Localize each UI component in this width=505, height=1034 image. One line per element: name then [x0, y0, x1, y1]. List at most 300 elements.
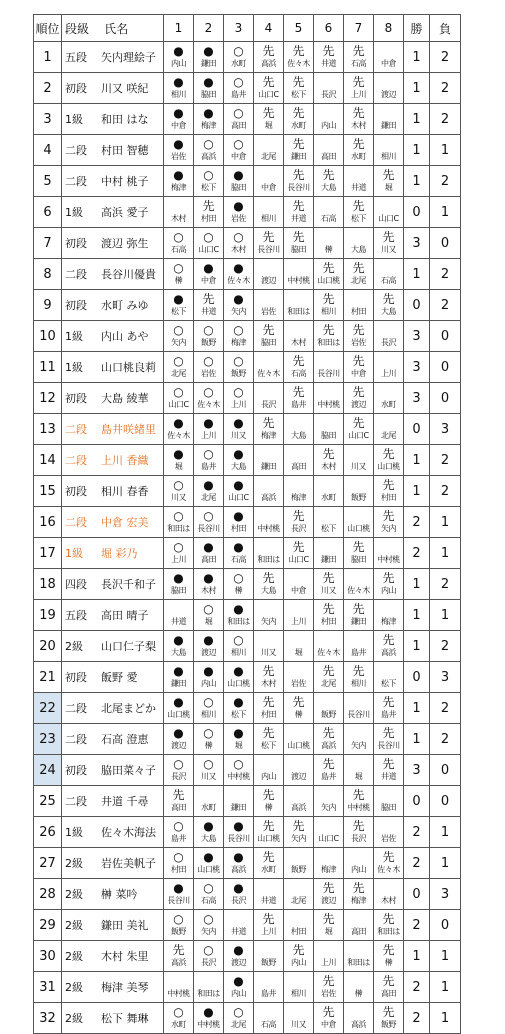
losses-cell: 3: [430, 879, 461, 910]
opponent-name: 渡辺: [171, 741, 186, 750]
result-mark: 先: [322, 726, 335, 740]
rank-cell: 31: [34, 972, 62, 1003]
wins-cell: 0: [404, 662, 430, 693]
round-8-result: [374, 569, 404, 600]
opponent-name: 大島: [231, 462, 246, 471]
round-8-result: [374, 755, 404, 786]
opponent-name: 鎌田: [231, 803, 246, 812]
result-mark: 先: [382, 292, 395, 306]
opponent-name: 川又: [291, 1020, 306, 1029]
result-mark: ○: [203, 881, 214, 895]
opponent-name: 川又: [171, 493, 186, 502]
round-3-result: [224, 817, 254, 848]
round-5-result: [284, 538, 314, 569]
opponent-name: 川又: [231, 431, 246, 440]
opponent-name: 高浜: [201, 152, 216, 161]
result-mark: 先: [352, 323, 365, 337]
round-8-result: [374, 445, 404, 476]
opponent-name: 脇田: [261, 338, 276, 347]
opponent-name: 上川: [291, 617, 306, 626]
result-mark: 先: [322, 1005, 335, 1019]
rank-cell: 29: [34, 910, 62, 941]
opponent-name: 飯野: [381, 1020, 396, 1029]
opponent-name: 山口桃: [287, 741, 310, 750]
result-mark: [254, 200, 283, 213]
opponent-name: 山口桃: [377, 462, 400, 471]
opponent-name: 和田は: [287, 307, 310, 316]
wins-cell: 1: [404, 73, 430, 104]
result-mark: 先: [262, 695, 275, 709]
opponent-name: 脇田: [231, 183, 246, 192]
opponent-name: 渡辺: [201, 648, 216, 657]
round-5-result: [284, 383, 314, 414]
round-1-result: [164, 197, 194, 228]
result-mark: [284, 913, 313, 926]
round-3-result: [224, 972, 254, 1003]
opponent-name: 和田は: [197, 989, 220, 998]
result-mark: 先: [352, 788, 365, 802]
wins-cell: 1: [404, 135, 430, 166]
dan-label: 二段: [65, 733, 87, 746]
result-mark: 先: [322, 664, 335, 678]
opponent-name: 木村: [351, 121, 366, 130]
round-8-result: [374, 383, 404, 414]
result-mark: [284, 789, 313, 802]
opponent-name: 飯野: [171, 927, 186, 936]
opponent-name: 矢内: [261, 617, 276, 626]
round-3-result: [224, 73, 254, 104]
result-mark: [374, 882, 403, 895]
result-mark: [314, 789, 343, 802]
result-mark: [344, 479, 373, 492]
wins-cell: 0: [404, 414, 430, 445]
round-6-result: [314, 352, 344, 383]
opponent-name: 高浜: [231, 865, 246, 874]
round-2-result: [194, 445, 224, 476]
rank-cell: 21: [34, 662, 62, 693]
player-cell: [62, 631, 164, 662]
losses-cell: 1: [430, 817, 461, 848]
result-mark: ●: [233, 602, 244, 616]
opponent-name: 相川: [171, 90, 186, 99]
opponent-name: 島井: [291, 400, 306, 409]
round-2-result: [194, 724, 224, 755]
player-name: 井道 千尋: [101, 795, 149, 808]
opponent-name: 長沢: [381, 338, 396, 347]
dan-label: 2級: [65, 857, 83, 870]
wins-cell: 2: [404, 1003, 430, 1034]
result-mark: 先: [262, 788, 275, 802]
rank-cell: 20: [34, 631, 62, 662]
opponent-name: 脇田: [291, 245, 306, 254]
round-2-result: [194, 569, 224, 600]
round-4-result: [254, 755, 284, 786]
opponent-name: 川又: [351, 462, 366, 471]
result-mark: ●: [173, 416, 184, 430]
round-1-result: [164, 941, 194, 972]
result-mark: ●: [233, 819, 244, 833]
round-4-result: [254, 42, 284, 73]
round-4-result: [254, 972, 284, 1003]
result-mark: [254, 355, 283, 368]
dan-label: 二段: [65, 516, 87, 529]
opponent-name: 脇田: [321, 431, 336, 440]
round-2-result: [194, 352, 224, 383]
result-mark: [314, 820, 343, 833]
round-8-result: [374, 228, 404, 259]
table-row: [34, 538, 461, 569]
round-5-result: [284, 662, 314, 693]
result-mark: 先: [322, 757, 335, 771]
round-2-result: [194, 786, 224, 817]
opponent-name: 村田: [351, 307, 366, 316]
round-1-result: [164, 848, 194, 879]
round-3-result: [224, 166, 254, 197]
wins-cell: 1: [404, 941, 430, 972]
result-mark: [344, 758, 373, 771]
player-name: 岩佐美帆子: [101, 857, 156, 870]
opponent-name: 村田: [381, 493, 396, 502]
opponent-name: 鎌田: [381, 121, 396, 130]
opponent-name: 内山: [291, 958, 306, 967]
result-mark: 先: [262, 106, 275, 120]
result-mark: [374, 200, 403, 213]
opponent-name: 榊: [324, 245, 333, 254]
round-3-result: [224, 569, 254, 600]
player-cell: [62, 352, 164, 383]
round-8-result: [374, 910, 404, 941]
round-6-result: [314, 972, 344, 1003]
round-4-result: [254, 600, 284, 631]
result-mark: ○: [233, 44, 244, 58]
result-mark: ○: [173, 509, 184, 523]
round-7-result: [344, 631, 374, 662]
round-6-result: [314, 569, 344, 600]
result-mark: ●: [173, 44, 184, 58]
player-cell: [62, 941, 164, 972]
result-mark: 先: [322, 447, 335, 461]
result-mark: 先: [322, 323, 335, 337]
result-mark: ○: [203, 230, 214, 244]
result-mark: [284, 572, 313, 585]
player-name: 北尾まどか: [101, 702, 156, 715]
rank-cell: 2: [34, 73, 62, 104]
player-cell: [62, 445, 164, 476]
result-mark: 先: [262, 323, 275, 337]
opponent-name: 長谷川: [227, 834, 250, 843]
round-7-result: [344, 755, 374, 786]
round-3-result: [224, 631, 254, 662]
table-row: [34, 1003, 461, 1034]
opponent-name: 鎌田: [171, 679, 186, 688]
round-8-result: [374, 321, 404, 352]
round-1-result: [164, 569, 194, 600]
opponent-name: 堀: [174, 462, 183, 471]
result-mark: ○: [173, 323, 184, 337]
result-mark: [284, 851, 313, 864]
player-name: 川又 咲紀: [101, 82, 149, 95]
result-mark: ○: [203, 354, 214, 368]
player-name: 和田 はな: [101, 113, 149, 126]
round-5-result: [284, 414, 314, 445]
losses-cell: 0: [430, 755, 461, 786]
round-2-result: [194, 383, 224, 414]
opponent-name: 梅津: [291, 493, 306, 502]
round-7-result: [344, 445, 374, 476]
opponent-name: 水町: [321, 493, 336, 502]
result-mark: ○: [173, 261, 184, 275]
round-1-result: [164, 507, 194, 538]
round-4-result: [254, 662, 284, 693]
round-7-result: [344, 724, 374, 755]
result-mark: [314, 510, 343, 523]
round-4-result: [254, 414, 284, 445]
result-mark: ●: [233, 509, 244, 523]
opponent-name: 榊: [234, 586, 243, 595]
round-3-result: [224, 507, 254, 538]
opponent-name: 木村: [381, 896, 396, 905]
result-mark: 先: [352, 199, 365, 213]
opponent-name: 上川: [381, 369, 396, 378]
wins-cell: 3: [404, 228, 430, 259]
round-5-result: [284, 569, 314, 600]
table-row: [34, 104, 461, 135]
round-1-result: [164, 600, 194, 631]
losses-cell: 3: [430, 662, 461, 693]
opponent-name: 梅津: [171, 183, 186, 192]
round-1-result: [164, 879, 194, 910]
round-5-result: [284, 73, 314, 104]
result-mark: ○: [203, 912, 214, 926]
player-cell: [62, 197, 164, 228]
opponent-name: 和田は: [167, 524, 190, 533]
round-7-result: [344, 910, 374, 941]
round-7-result: [344, 662, 374, 693]
round-3-result: [224, 352, 254, 383]
header-round-3: 3: [224, 15, 254, 42]
losses-cell: 1: [430, 197, 461, 228]
losses-cell: 2: [430, 290, 461, 321]
opponent-name: 水町: [261, 865, 276, 874]
rank-cell: 10: [34, 321, 62, 352]
losses-cell: 0: [430, 321, 461, 352]
result-mark: 先: [322, 571, 335, 585]
round-2-result: [194, 631, 224, 662]
table-row: [34, 290, 461, 321]
opponent-name: 山口C: [378, 214, 399, 223]
standings-table: [33, 14, 461, 1034]
round-5-result: [284, 135, 314, 166]
player-cell: [62, 104, 164, 135]
result-mark: 先: [352, 664, 365, 678]
round-3-result: [224, 755, 254, 786]
opponent-name: 北尾: [201, 493, 216, 502]
table-row: [34, 507, 461, 538]
opponent-name: 中村桃: [257, 524, 280, 533]
result-mark: 先: [172, 943, 185, 957]
round-3-result: [224, 445, 254, 476]
round-2-result: [194, 600, 224, 631]
result-mark: 先: [352, 385, 365, 399]
round-5-result: [284, 941, 314, 972]
result-mark: [344, 448, 373, 461]
losses-cell: 1: [430, 538, 461, 569]
result-mark: ●: [203, 540, 214, 554]
opponent-name: 長谷川: [287, 183, 310, 192]
round-6-result: [314, 290, 344, 321]
result-mark: 先: [382, 1005, 395, 1019]
rank-cell: 30: [34, 941, 62, 972]
result-mark: ○: [203, 757, 214, 771]
losses-cell: 1: [430, 941, 461, 972]
round-1-result: [164, 135, 194, 166]
opponent-name: 矢内: [291, 834, 306, 843]
opponent-name: 木村: [291, 338, 306, 347]
round-2-result: [194, 197, 224, 228]
result-mark: 先: [382, 695, 395, 709]
wins-cell: 1: [404, 445, 430, 476]
round-6-result: [314, 1003, 344, 1034]
dan-label: 1級: [65, 206, 83, 219]
opponent-name: 井道: [321, 59, 336, 68]
opponent-name: 大島: [291, 431, 306, 440]
round-3-result: [224, 879, 254, 910]
round-7-result: [344, 972, 374, 1003]
result-mark: [314, 479, 343, 492]
wins-cell: 1: [404, 724, 430, 755]
result-mark: [374, 107, 403, 120]
table-row: [34, 817, 461, 848]
result-mark: ●: [203, 1005, 214, 1019]
opponent-name: 島井: [171, 834, 186, 843]
opponent-name: 内山: [381, 586, 396, 595]
result-mark: [314, 417, 343, 430]
opponent-name: 鎌田: [291, 152, 306, 161]
dan-label: 1級: [65, 547, 83, 560]
round-7-result: [344, 600, 374, 631]
player-name: 梅津 美琴: [101, 981, 149, 994]
player-cell: [62, 321, 164, 352]
result-mark: [344, 696, 373, 709]
result-mark: 先: [262, 44, 275, 58]
opponent-name: 川又: [381, 245, 396, 254]
round-8-result: [374, 972, 404, 1003]
dan-label: 二段: [65, 454, 87, 467]
result-mark: [374, 789, 403, 802]
table-row: [34, 42, 461, 73]
opponent-name: 高田: [351, 927, 366, 936]
opponent-name: 大島: [201, 834, 216, 843]
result-mark: [284, 634, 313, 647]
opponent-name: 梅津: [231, 338, 246, 347]
losses-cell: 1: [430, 135, 461, 166]
player-cell: [62, 73, 164, 104]
round-8-result: [374, 1003, 404, 1034]
result-mark: [374, 386, 403, 399]
result-mark: ○: [203, 509, 214, 523]
opponent-name: 堀: [324, 927, 333, 936]
opponent-name: 石高: [171, 245, 186, 254]
opponent-name: 山口C: [318, 834, 339, 843]
opponent-name: 水町: [291, 121, 306, 130]
table-row: [34, 972, 461, 1003]
result-mark: ○: [173, 478, 184, 492]
opponent-name: 中倉: [381, 59, 396, 68]
opponent-name: 岩佐: [231, 214, 246, 223]
round-2-result: [194, 972, 224, 1003]
player-cell: [62, 600, 164, 631]
round-3-result: [224, 693, 254, 724]
dan-label: 1級: [65, 826, 83, 839]
opponent-name: 島井: [231, 90, 246, 99]
round-2-result: [194, 910, 224, 941]
round-2-result: [194, 228, 224, 259]
opponent-name: 山口桃: [317, 276, 340, 285]
header-rank: 順位: [34, 15, 62, 42]
round-6-result: [314, 104, 344, 135]
losses-cell: 1: [430, 1003, 461, 1034]
result-mark: 先: [292, 385, 305, 399]
player-cell: [62, 693, 164, 724]
dan-label: 四段: [65, 578, 87, 591]
round-2-result: [194, 538, 224, 569]
round-2-result: [194, 476, 224, 507]
dan-label: 2級: [65, 919, 83, 932]
player-name: 山口桃良莉: [101, 361, 156, 374]
player-cell: [62, 259, 164, 290]
dan-label: 二段: [65, 144, 87, 157]
rank-cell: 17: [34, 538, 62, 569]
round-5-result: [284, 693, 314, 724]
result-mark: ○: [203, 168, 214, 182]
opponent-name: 村田: [201, 214, 216, 223]
dan-label: 2級: [65, 981, 83, 994]
round-1-result: [164, 910, 194, 941]
header-round-2: 2: [194, 15, 224, 42]
round-6-result: [314, 786, 344, 817]
opponent-name: 長谷川: [257, 245, 280, 254]
round-6-result: [314, 662, 344, 693]
result-mark: ●: [203, 819, 214, 833]
round-6-result: [314, 724, 344, 755]
result-mark: 先: [352, 819, 365, 833]
result-mark: 先: [322, 974, 335, 988]
opponent-name: 梅津: [351, 896, 366, 905]
opponent-name: 松下: [321, 524, 336, 533]
wins-cell: 1: [404, 42, 430, 73]
opponent-name: 井道: [201, 307, 216, 316]
result-mark: [164, 975, 193, 988]
result-mark: ○: [233, 633, 244, 647]
round-4-result: [254, 321, 284, 352]
table-row: [34, 228, 461, 259]
result-mark: 先: [292, 75, 305, 89]
opponent-name: 佐々木: [227, 276, 250, 285]
rank-cell: 9: [34, 290, 62, 321]
table-row: [34, 135, 461, 166]
dan-label: 初段: [65, 82, 87, 95]
round-3-result: [224, 104, 254, 135]
result-mark: 先: [352, 44, 365, 58]
player-name: 木村 朱里: [101, 950, 149, 963]
result-mark: [254, 448, 283, 461]
opponent-name: 北尾: [171, 369, 186, 378]
dan-label: 初段: [65, 671, 87, 684]
opponent-name: 松下: [351, 214, 366, 223]
result-mark: [344, 944, 373, 957]
opponent-name: 佐々木: [287, 59, 310, 68]
opponent-name: 大島: [321, 183, 336, 192]
